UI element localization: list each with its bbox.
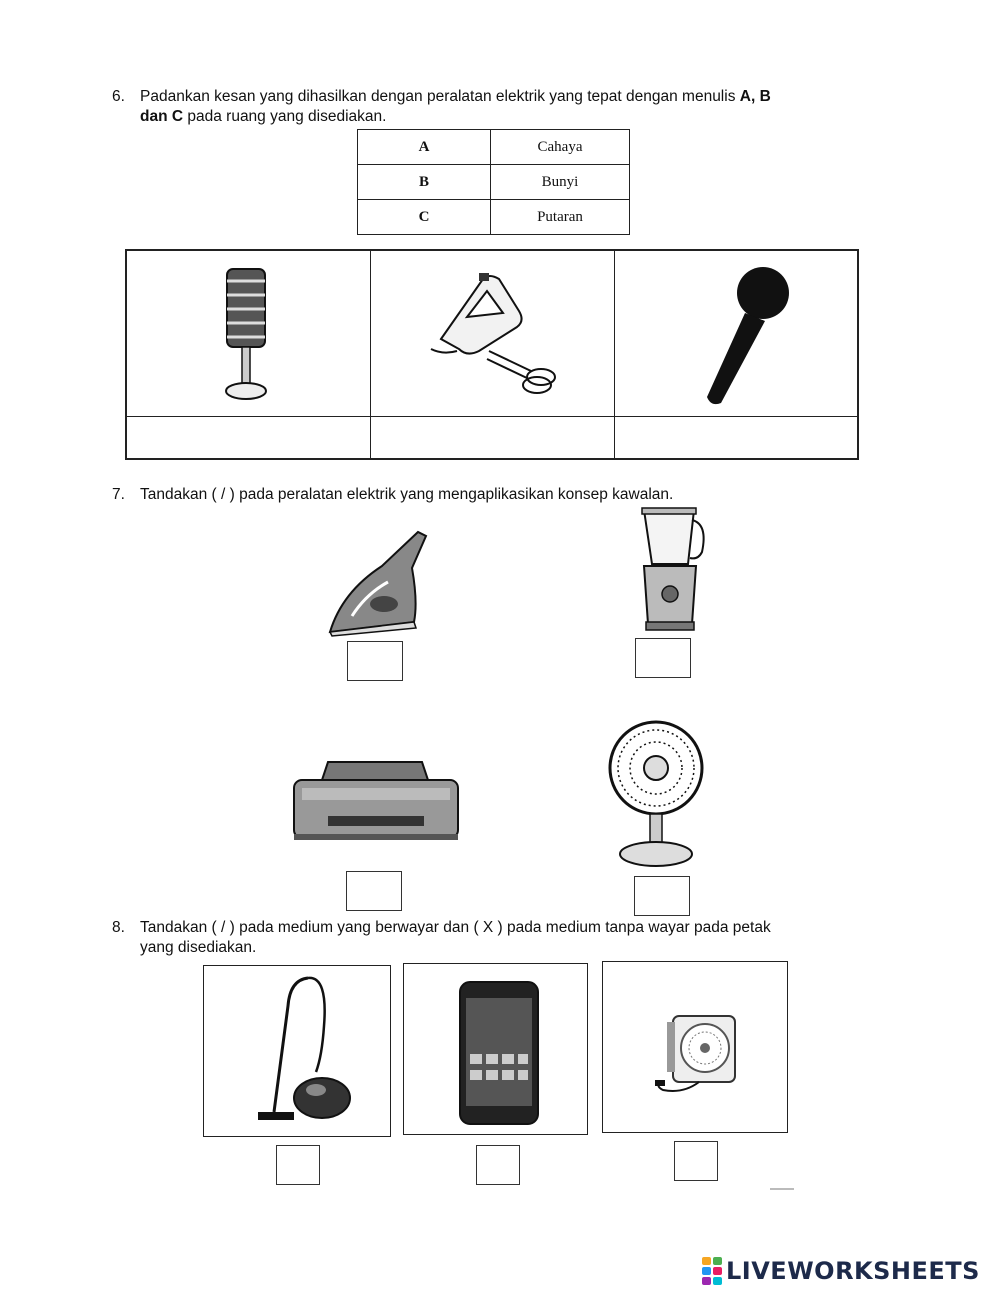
tick-box-fan[interactable] — [634, 876, 690, 916]
question-number: 8. — [112, 919, 125, 936]
tick-box-iron[interactable] — [347, 641, 403, 681]
question-text-line2: yang disediakan. — [140, 939, 257, 956]
liveworksheets-brand — [702, 1255, 980, 1287]
hand-mixer-image — [371, 251, 615, 416]
scan-smudge — [770, 1188, 794, 1191]
microphone-cell — [615, 251, 859, 416]
key-effect: Cahaya — [491, 130, 630, 165]
blender-image — [630, 506, 710, 634]
key-letter: C — [358, 200, 491, 235]
question-8 — [112, 918, 872, 962]
usb-fan-image — [603, 962, 789, 1134]
fan-image — [606, 710, 706, 870]
tick-box-smartphone[interactable] — [476, 1145, 520, 1185]
printer-image — [288, 756, 464, 846]
key-row — [358, 165, 630, 200]
key-letter: B — [358, 165, 491, 200]
key-letter: A — [358, 130, 491, 165]
question-text-line2: dan C pada ruang yang disediakan. — [140, 108, 387, 125]
usb-fan-frame — [602, 961, 788, 1133]
effect-key-table — [357, 129, 630, 235]
key-effect: Putaran — [491, 200, 630, 235]
tick-box-blender[interactable] — [635, 638, 691, 678]
table-lamp-cell — [127, 251, 371, 416]
smartphone-image — [404, 964, 589, 1136]
table-lamp-image — [127, 251, 371, 416]
question-6 — [112, 87, 852, 131]
vacuum-cleaner-frame — [203, 965, 391, 1137]
key-row — [358, 130, 630, 165]
brand-wordmark: LIVEWORKSHEETS — [726, 1257, 980, 1285]
answer-cell-microphone[interactable] — [615, 416, 859, 460]
smartphone-frame — [403, 963, 588, 1135]
tick-box-printer[interactable] — [346, 871, 402, 911]
question-text: Tandakan ( / ) pada peralatan elektrik yang mengaplikasikan konsep kawalan. — [140, 486, 674, 503]
question-number: 6. — [112, 88, 125, 105]
key-row — [358, 200, 630, 235]
liveworksheets-logo-icon — [702, 1257, 722, 1285]
matching-grid — [125, 249, 859, 460]
iron-image — [322, 522, 432, 637]
hand-mixer-cell — [371, 251, 615, 416]
answer-cell-mixer[interactable] — [371, 416, 615, 460]
question-text-line1: Padankan kesan yang dihasilkan dengan peralatan elektrik yang tepat dengan menulis A, B — [140, 88, 771, 105]
question-text-line1: Tandakan ( / ) pada medium yang berwayar dan ( X ) pada medium tanpa wayar pada petak — [140, 919, 771, 936]
question-7 — [112, 485, 852, 507]
key-effect: Bunyi — [491, 165, 630, 200]
tick-box-usb-fan[interactable] — [674, 1141, 718, 1181]
tick-box-vacuum-cleaner[interactable] — [276, 1145, 320, 1185]
vacuum-cleaner-image — [204, 966, 392, 1138]
question-number: 7. — [112, 486, 125, 503]
answer-cell-lamp[interactable] — [127, 416, 371, 460]
microphone-image — [615, 251, 859, 416]
